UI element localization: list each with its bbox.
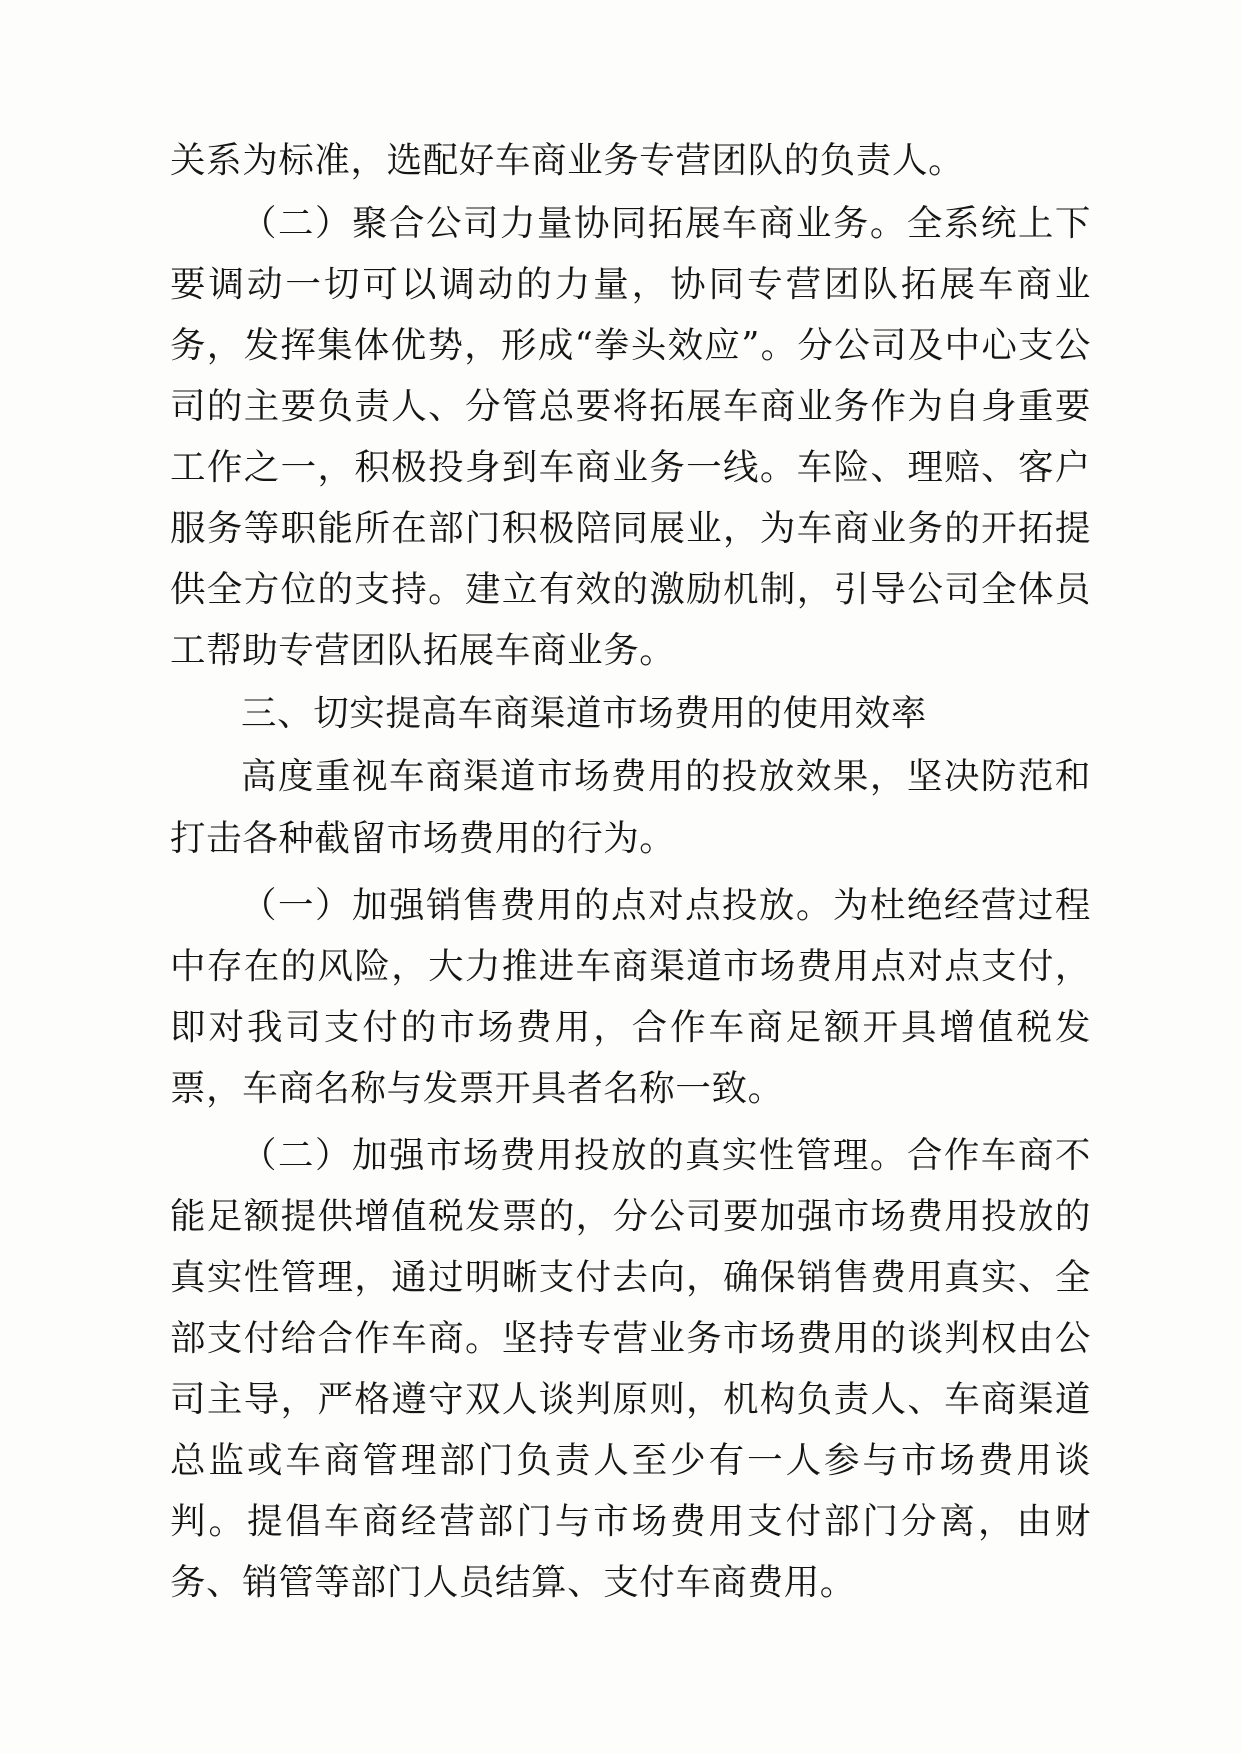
document-body <box>170 130 1091 1613</box>
paragraph-section3-item2: （二）加强市场费用投放的真实性管理。合作车商不能足额提供增值税发票的，分公司要加强市场费用投放的真实性管理，通过明晰支付去向，确保销售费用真实、全部支付给合作车商。坚持专营业务市场费用的谈判权由公司主导，严格遵守双人谈判原则，机构负责人、车商渠道总监或车商管理部门负责人至少有一人参与市场费用谈判。提倡车商经营部门与市场费用支付部门分离，由财务、销管等部门人员结算、支付车商费用。 <box>170 1134 1091 1604</box>
paragraph-section3-lead: 高度重视车商渠道市场费用的投放效果，坚决防范和打击各种截留市场费用的行为。 <box>170 756 1091 859</box>
paragraph-continued: 关系为标准，选配好车商业务专营团队的负责人。 <box>170 140 965 181</box>
heading-section-three: 三、切实提高车商渠道市场费用的使用效率 <box>241 693 927 735</box>
paragraph-section2-item2: （二）聚合公司力量协同拓展车商业务。全系统上下要调动一切可以调动的力量，协同专营团队拓展车商业务，发挥集体优势，形成“拳头效应”。分公司及中心支公司的主要负责人、分管总要将拓展车商业务作为自身重要工作之一，积极投身到车商业务一线。车险、理赔、客户服务等职能所在部门积极陪同展业，为车商业务的开拓提供全方位的支持。建立有效的激励机制，引导公司全体员工帮助专营团队拓展车商业务。 <box>170 203 1091 672</box>
paragraph-section3-item1: （一）加强销售费用的点对点投放。为杜绝经营过程中存在的风险，大力推进车商渠道市场费用点对点支付，即对我司支付的市场费用，合作车商足额开具增值税发票，车商名称与发票开具者名称一致。 <box>170 884 1091 1109</box>
